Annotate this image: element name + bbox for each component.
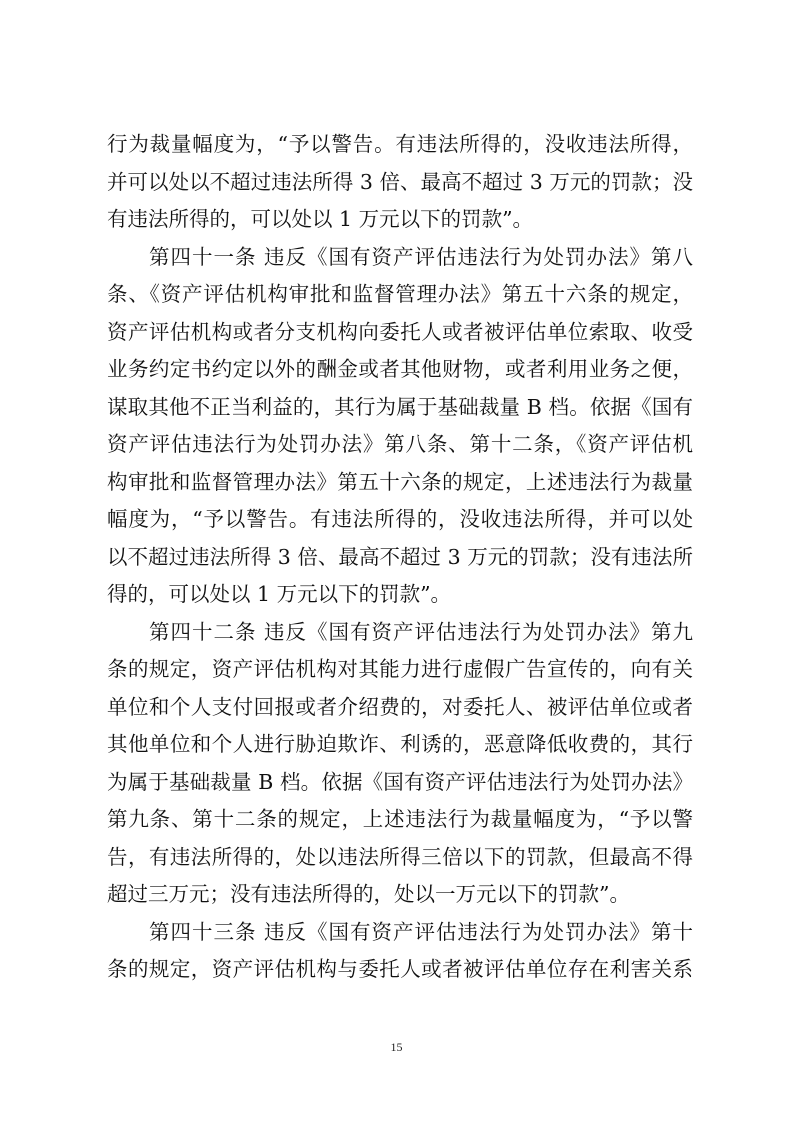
- text-line: 有违法所得的，可以处以 1 万元以下的罚款”。: [107, 207, 534, 231]
- text-line: 超过三万元；没有违法所得的，处以一万元以下的罚款”。: [107, 882, 630, 906]
- text-line: 资产评估违法行为处罚办法》第八条、第十二条，《资产评估机: [107, 432, 693, 456]
- text-line: 条、《资产评估机构审批和监督管理办法》第五十六条的规定，: [107, 282, 693, 306]
- text-line: 得的，可以处以 1 万元以下的罚款”。: [107, 582, 452, 606]
- body-text: [107, 126, 693, 989]
- text-line: 业务约定书约定以外的酬金或者其他财物，或者利用业务之便，: [107, 357, 693, 381]
- text-line: 资产评估机构或者分支机构向委托人或者被评估单位索取、收受: [107, 319, 693, 344]
- article-43-heading-line: 第四十三条 违反《国有资产评估违法行为处罚办法》第十: [149, 919, 693, 944]
- text-line: 行为裁量幅度为，“予以警告。有违法所得的，没收违法所得，: [107, 132, 693, 156]
- text-line: 条的规定，资产评估机构与委托人或者被评估单位存在利害关系: [107, 957, 693, 981]
- text-line: 幅度为，“予以警告。有违法所得的，没收违法所得，并可以处: [107, 507, 693, 531]
- text-line: 以不超过违法所得 3 倍、最高不超过 3 万元的罚款；没有违法所: [107, 544, 693, 569]
- text-line: 并可以处以不超过违法所得 3 倍、最高不超过 3 万元的罚款；没: [107, 169, 693, 194]
- text-line: 第九条、第十二条的规定，上述违法行为裁量幅度为，“予以警: [107, 807, 693, 831]
- text-line: 谋取其他不正当利益的，其行为属于基础裁量 B 档。依据《国有: [107, 394, 693, 419]
- text-line: 条的规定，资产评估机构对其能力进行虚假广告宣传的，向有关: [107, 657, 693, 681]
- page-number: 15: [390, 1040, 403, 1054]
- text-line: 单位和个人支付回报或者介绍费的，对委托人、被评估单位或者: [107, 694, 693, 719]
- text-line: 为属于基础裁量 B 档。依据《国有资产评估违法行为处罚办法》: [107, 769, 693, 794]
- article-41-heading-line: 第四十一条 违反《国有资产评估违法行为处罚办法》第八: [149, 244, 693, 269]
- text-line: 构审批和监督管理办法》第五十六条的规定，上述违法行为裁量: [107, 469, 693, 494]
- article-42-heading-line: 第四十二条 违反《国有资产评估违法行为处罚办法》第九: [149, 619, 693, 644]
- text-line: 告，有违法所得的，处以违法所得三倍以下的罚款，但最高不得: [107, 844, 693, 869]
- text-line: 其他单位和个人进行胁迫欺诈、利诱的，恶意降低收费的，其行: [107, 732, 693, 756]
